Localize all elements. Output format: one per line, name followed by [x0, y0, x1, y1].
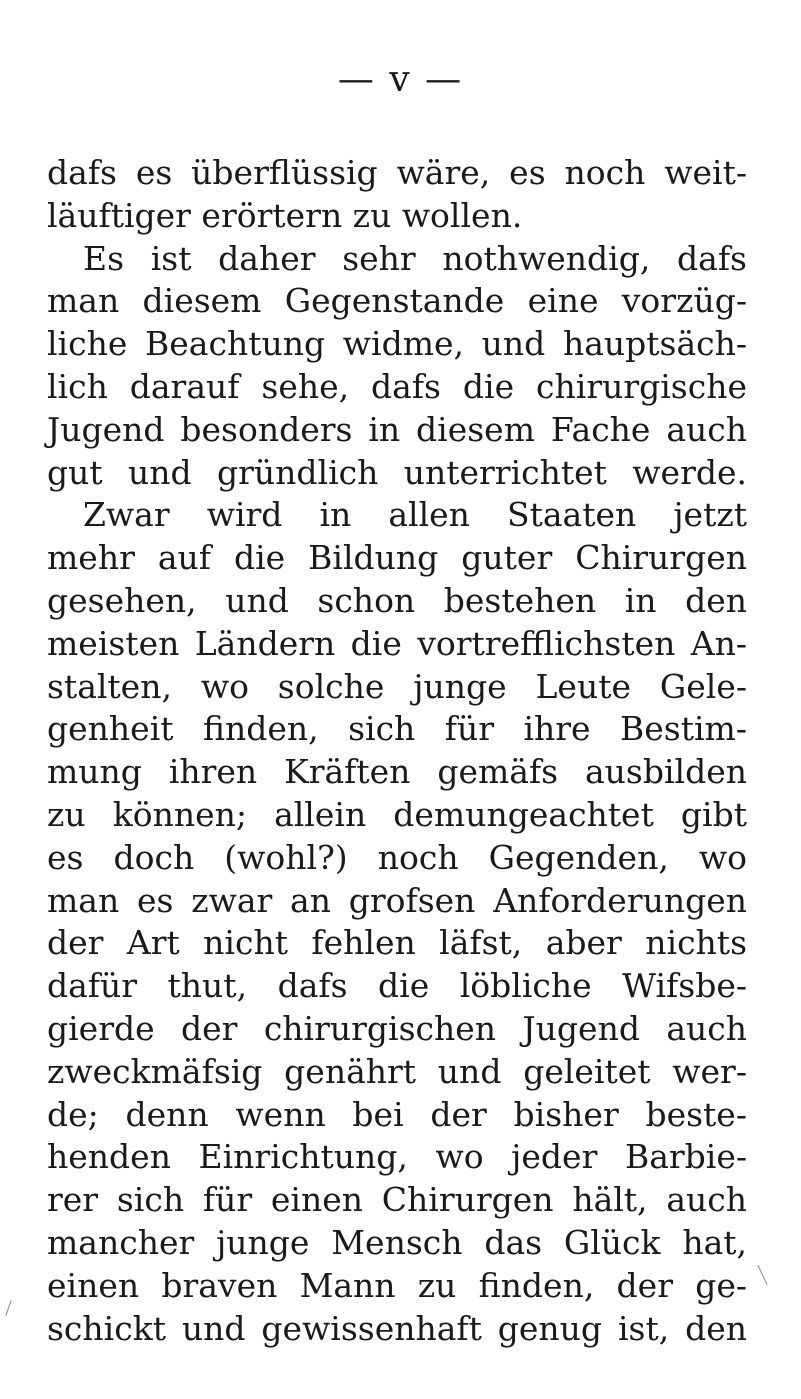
text-line: genheit finden, sich für ihre Bestim-: [47, 709, 747, 749]
text-line: zweckmäfsig genährt und geleitet wer-: [47, 1051, 747, 1091]
text-line: Zwar wird in allen Staaten jetzt: [83, 495, 747, 535]
text-line: schickt und gewissenhaft genug ist, den: [47, 1308, 747, 1348]
text-line: dafür thut, dafs die löbliche Wifsbe-: [47, 966, 747, 1006]
text-line: de; denn wenn bei der bisher beste-: [47, 1094, 747, 1134]
text-line: rer sich für einen Chirurgen hält, auch: [47, 1180, 747, 1220]
text-line: mancher junge Mensch das Glück hat,: [47, 1222, 747, 1262]
text-line: einen braven Mann zu finden, der ge-: [47, 1265, 747, 1305]
text-line: stalten, wo solche junge Leute Gele-: [47, 666, 747, 706]
text-line: gierde der chirurgischen Jugend auch: [47, 1008, 747, 1048]
text-line: zu können; allein demungeachtet gibt: [47, 794, 747, 834]
text-line: henden Einrichtung, wo jeder Barbie-: [47, 1137, 747, 1177]
body-text: [47, 152, 747, 1350]
scan-artifact: [757, 1265, 767, 1285]
text-line: Es ist daher sehr nothwendig, dafs: [83, 238, 747, 278]
text-line: es doch (wohl?) noch Gegenden, wo: [47, 837, 747, 877]
text-line: gut und gründlich unterrichtet werde.: [47, 452, 747, 492]
text-line: mehr auf die Bildung guter Chirurgen: [47, 538, 747, 578]
scan-artifact: [5, 1300, 11, 1315]
page-number: — v —: [337, 59, 464, 100]
text-line: lich darauf sehe, dafs die chirurgische: [47, 366, 747, 406]
text-line: läuftiger erörtern zu wollen.: [47, 195, 523, 235]
text-line: gesehen, und schon bestehen in den: [47, 580, 747, 620]
text-line: man diesem Gegenstande eine vorzüg-: [47, 281, 747, 321]
text-line: der Art nicht fehlen läfst, aber nichts: [47, 923, 747, 963]
text-line: meisten Ländern die vortrefflichsten An-: [47, 623, 747, 663]
text-line: liche Beachtung widme, und hauptsäch-: [47, 324, 747, 364]
text-line: Jugend besonders in diesem Fache auch: [47, 409, 747, 449]
text-line: mung ihren Kräften gemäfs ausbilden: [47, 752, 747, 792]
text-line: dafs es überflüssig wäre, es noch weit-: [47, 153, 747, 192]
text-line: man es zwar an grofsen Anforderungen: [47, 880, 747, 920]
